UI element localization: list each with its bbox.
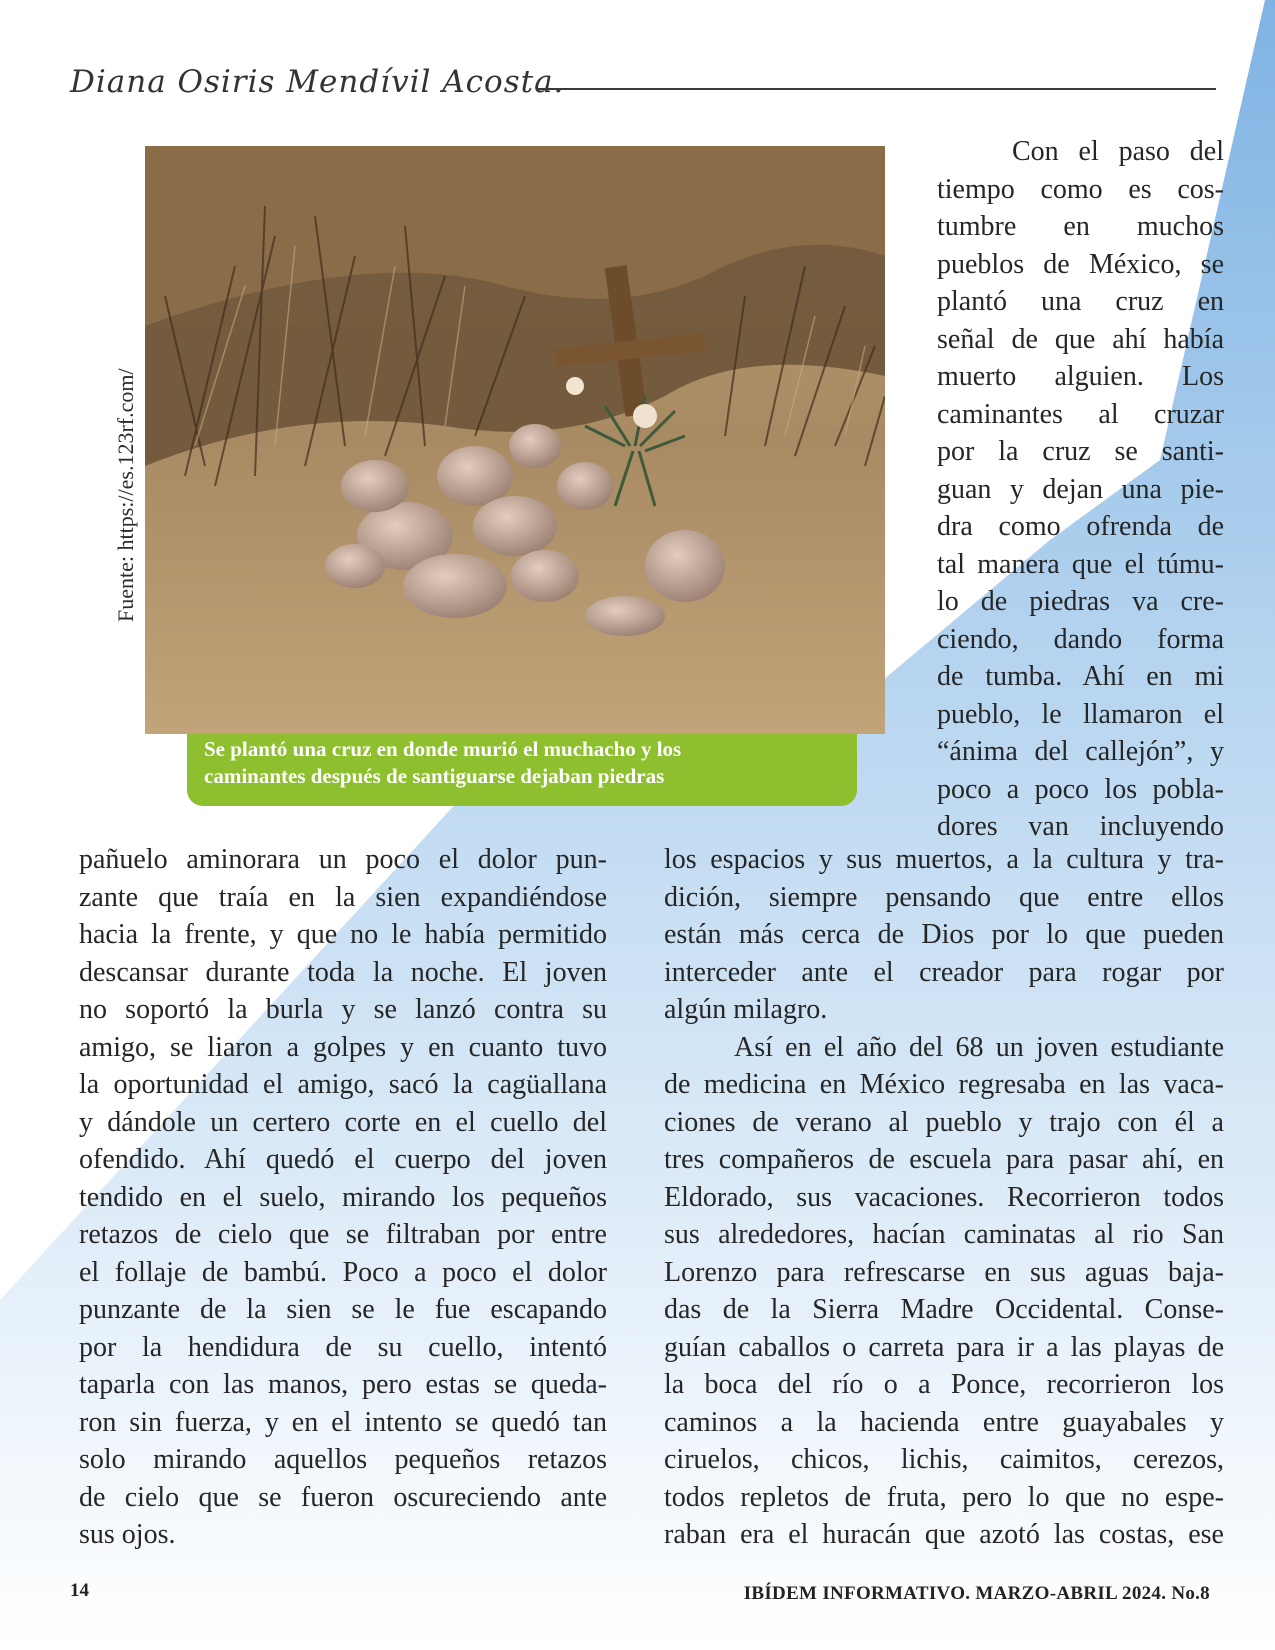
text-line: zante que traía en la sien expandiéndose bbox=[79, 881, 607, 913]
text-line: de tumba. Ahí en mi bbox=[937, 661, 1224, 692]
header-rule bbox=[536, 88, 1216, 90]
text-line: están más cerca de Dios por lo que pueden bbox=[664, 919, 1224, 950]
text-line: algún milagro. bbox=[664, 994, 828, 1025]
text-line: dición, siempre pensando que entre ellos bbox=[664, 881, 1224, 913]
text-line: por la cruz se santi- bbox=[937, 436, 1224, 467]
text-line: y dándole un certero corte en el cuello del bbox=[79, 1106, 607, 1138]
publication-footer: IBÍDEM INFORMATIVO. MARZO-ABRIL 2024. No.8 bbox=[743, 1583, 1210, 1604]
text-line: de medicina en México regresaba en las vaca- bbox=[664, 1069, 1224, 1100]
text-line: los espacios y sus muertos, a la cultura y tra- bbox=[664, 844, 1224, 875]
text-line: raban era el huracán que azotó las costas, ese bbox=[664, 1519, 1224, 1550]
text-line: pañuelo aminorara un poco el dolor pun- bbox=[79, 844, 607, 875]
text-line: dores van incluyendo bbox=[937, 811, 1224, 842]
text-line: solo mirando aquellos pequeños retazos bbox=[79, 1444, 607, 1475]
text-line: caminantes al cruzar bbox=[937, 398, 1224, 430]
text-line: amigo, se liaron a golpes y en cuanto tuvo bbox=[79, 1031, 607, 1063]
text-line: tal manera que el túmu- bbox=[937, 548, 1224, 580]
text-line: sus alrededores, hacían caminatas al rio San bbox=[664, 1219, 1224, 1250]
text-line: señal de que ahí había bbox=[937, 323, 1224, 355]
text-line: hacia la frente, y que no le había permitido bbox=[79, 919, 607, 950]
text-line: Así en el año del 68 un joven estudiante bbox=[734, 1031, 1224, 1063]
text-line: pueblos de México, se bbox=[937, 248, 1224, 280]
photo-caption bbox=[187, 734, 857, 806]
text-line: de cielo que se fueron oscureciendo ante bbox=[79, 1481, 607, 1513]
text-line: das de la Sierra Madre Occidental. Conse- bbox=[664, 1294, 1224, 1325]
text-line: muerto alguien. Los bbox=[937, 361, 1224, 392]
text-line: Eldorado, sus vacaciones. Recorrieron todos bbox=[664, 1181, 1224, 1213]
text-line: lo de piedras va cre- bbox=[937, 586, 1224, 617]
text-line: punzante de la sien se le fue escapando bbox=[79, 1294, 607, 1325]
text-line: ciones de verano al pueblo y trajo con él a bbox=[664, 1106, 1224, 1138]
text-line: ron sin fuerza, y en el intento se quedó tan bbox=[79, 1406, 607, 1438]
text-line: ciruelos, chicos, lichis, caimitos, cerezos, bbox=[664, 1444, 1224, 1475]
text-line: tres compañeros de escuela para pasar ahí, en bbox=[664, 1144, 1224, 1175]
text-line: dra como ofrenda de bbox=[937, 511, 1224, 542]
text-line: interceder ante el creador para rogar por bbox=[664, 956, 1224, 988]
text-line: Lorenzo para refrescarse en sus aguas baja- bbox=[664, 1256, 1224, 1288]
text-line: sus ojos. bbox=[79, 1519, 176, 1550]
text-line: taparla con las manos, pero estas se queda- bbox=[79, 1369, 607, 1400]
text-line: la oportunidad el amigo, sacó la cagüallana bbox=[79, 1069, 607, 1100]
text-line: no soportó la burla y se lanzó contra su bbox=[79, 994, 607, 1025]
text-line: el follaje de bambú. Poco a poco el dolor bbox=[79, 1256, 607, 1288]
text-line: retazos de cielo que se filtraban por entre bbox=[79, 1219, 607, 1250]
header-author: Diana Osiris Mendívil Acosta. bbox=[70, 64, 565, 100]
text-line: tendido en el suelo, mirando los pequeños bbox=[79, 1181, 607, 1213]
text-line: Con el paso del bbox=[1012, 136, 1224, 167]
text-line: descansar durante toda la noche. El joven bbox=[79, 956, 607, 988]
text-line: por la hendidura de su cuello, intentó bbox=[79, 1331, 607, 1363]
page-number: 14 bbox=[70, 1580, 89, 1601]
text-line: caminos a la hacienda entre guayabales y bbox=[664, 1406, 1224, 1438]
text-line: guan y dejan una pie- bbox=[937, 473, 1224, 505]
text-line: poco a poco los pobla- bbox=[937, 773, 1224, 805]
caption-line-2: caminantes después de santiguarse dejaban piedras bbox=[204, 764, 665, 788]
photo-credit: Fuente: https://es.123rf.com/ bbox=[113, 368, 138, 622]
text-line: plantó una cruz en bbox=[937, 286, 1224, 317]
grave-photo bbox=[145, 146, 885, 734]
caption-line-1: Se plantó una cruz en donde murió el muchacho y los bbox=[204, 737, 682, 761]
text-line: tumbre en muchos bbox=[937, 211, 1224, 242]
text-line: ciendo, dando forma bbox=[937, 623, 1224, 655]
text-line: tiempo como es cos- bbox=[937, 173, 1224, 205]
text-line: ofendido. Ahí quedó el cuerpo del joven bbox=[79, 1144, 607, 1175]
text-line: “ánima del callejón”, y bbox=[937, 736, 1224, 767]
text-line: la boca del río o a Ponce, recorrieron los bbox=[664, 1369, 1224, 1400]
text-line: guían caballos o carreta para ir a las playas de bbox=[664, 1331, 1224, 1363]
text-line: todos repletos de fruta, pero lo que no espe- bbox=[664, 1481, 1224, 1513]
text-line: pueblo, le llamaron el bbox=[937, 698, 1224, 730]
